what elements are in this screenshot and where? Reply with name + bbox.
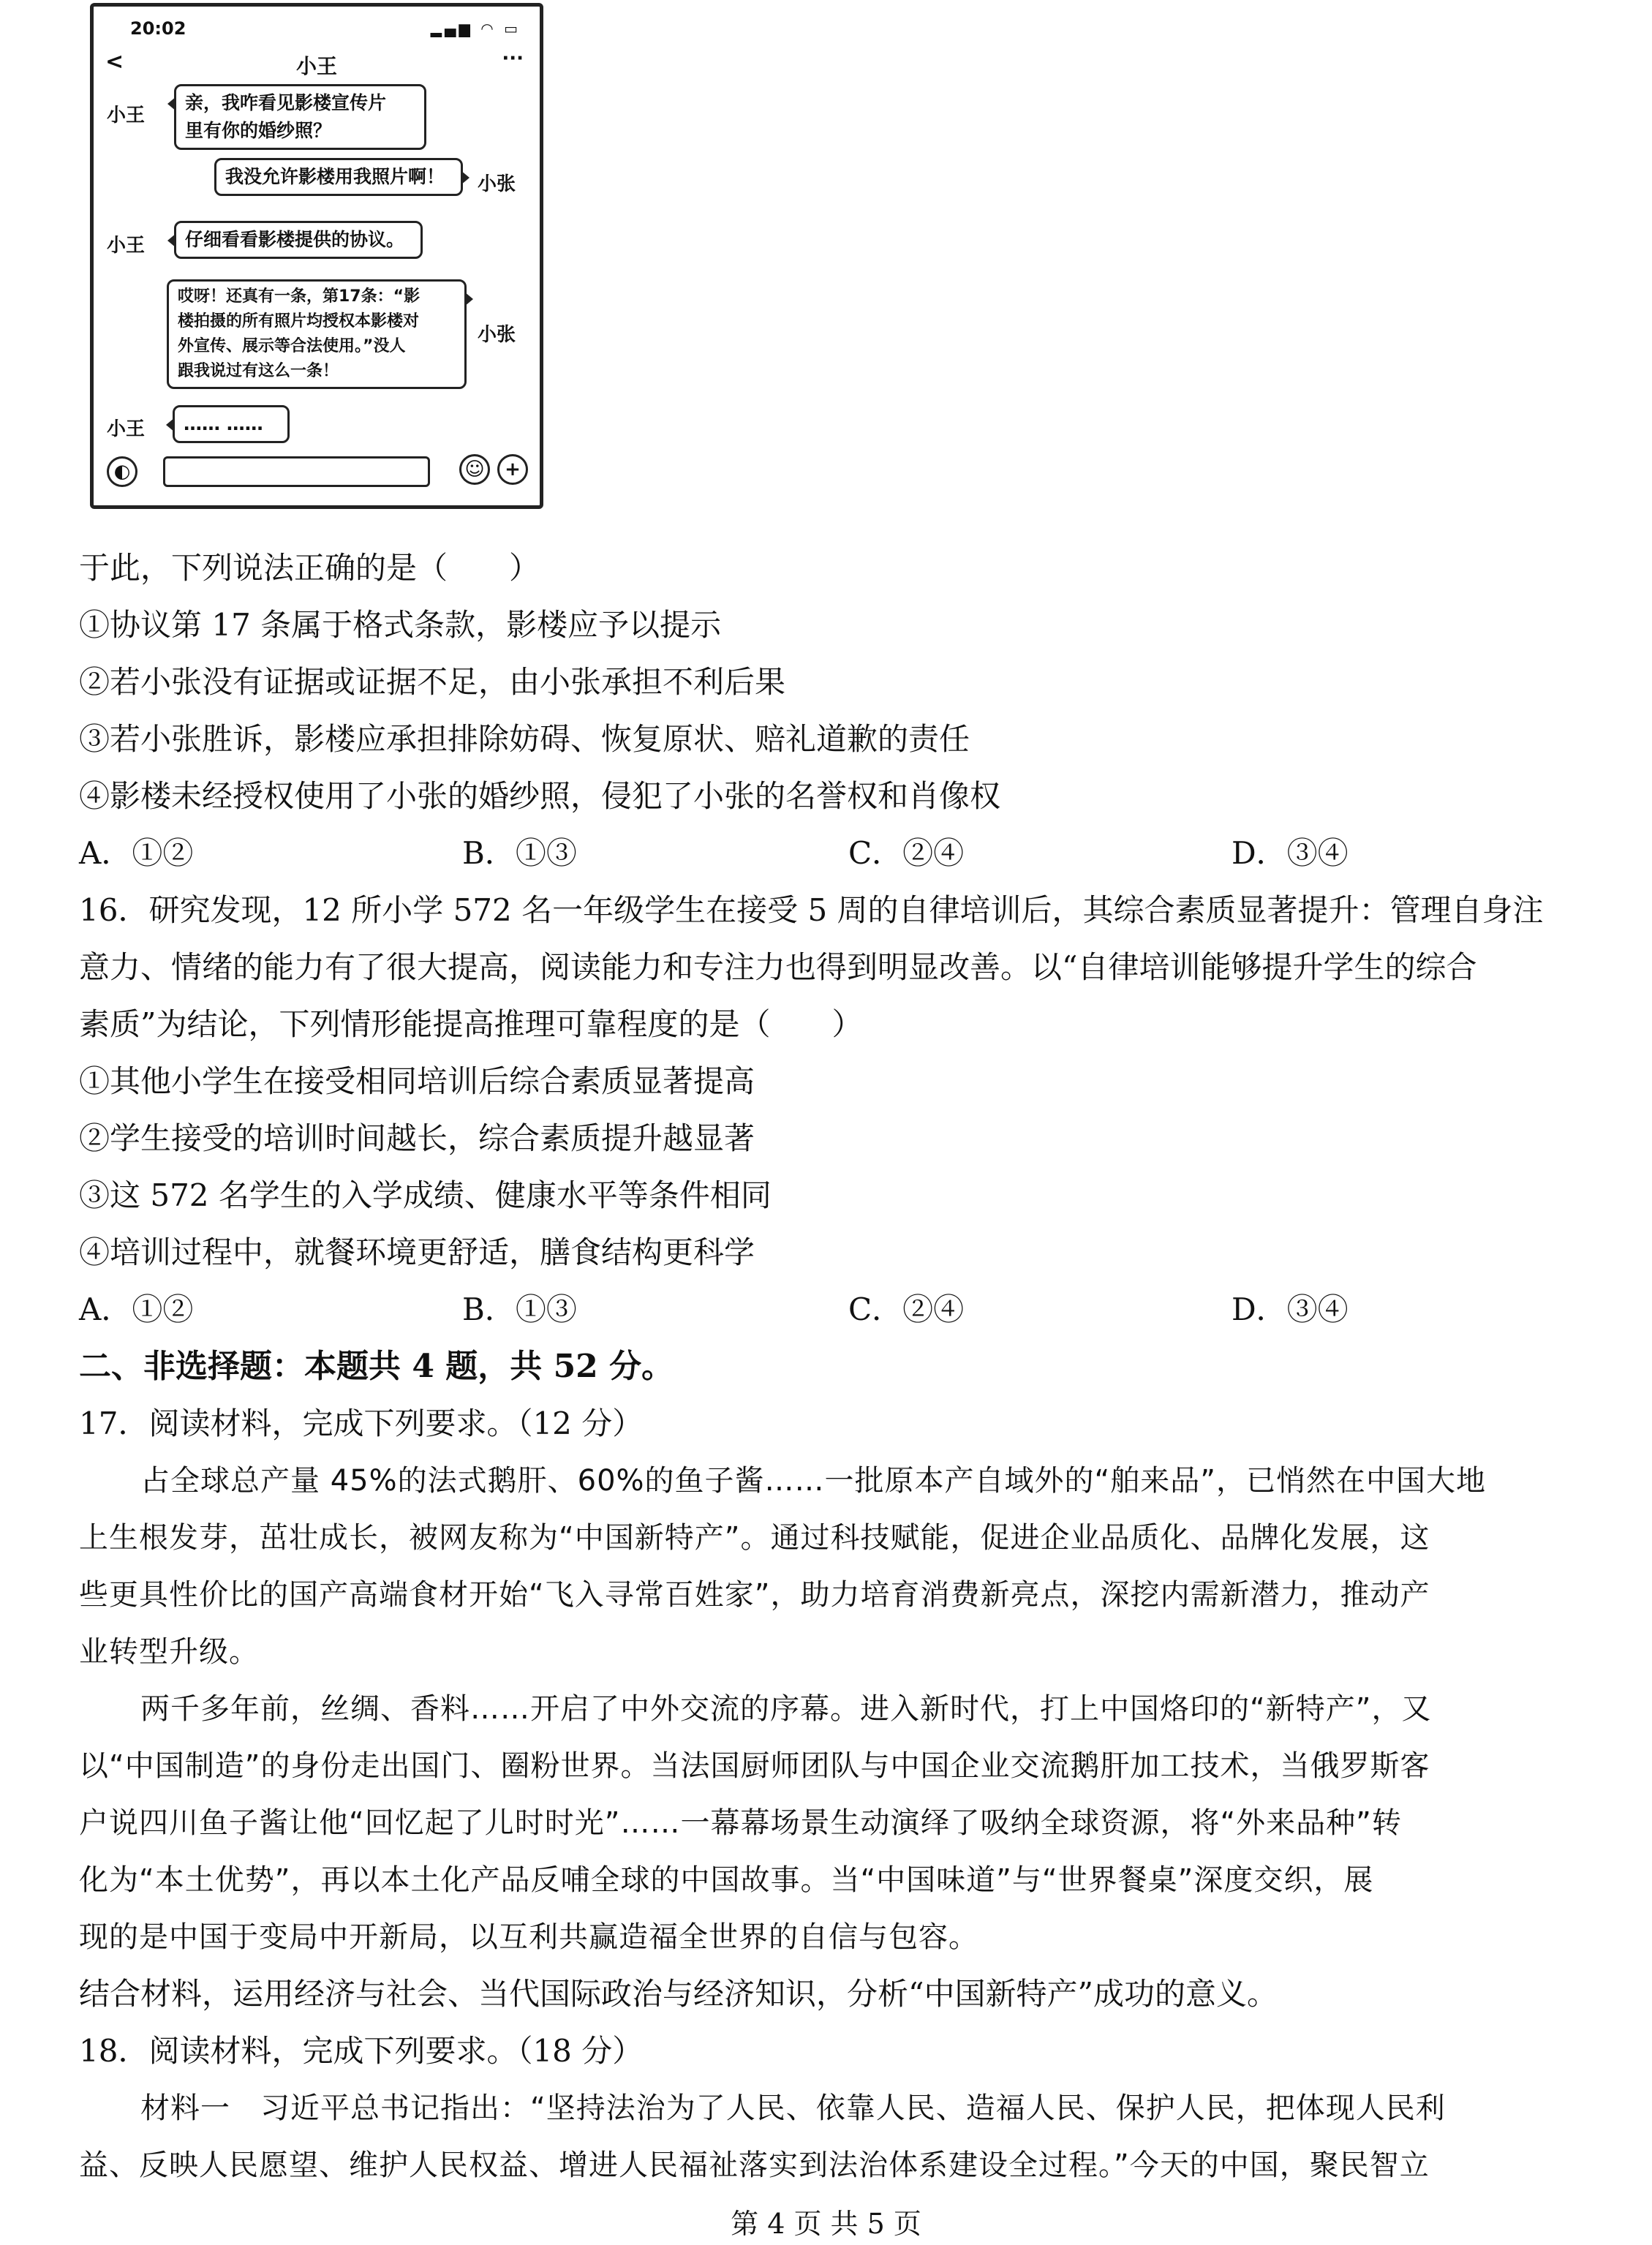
q15-item-1: ①协议第 17 条属于格式条款，影楼应予以提示 xyxy=(79,607,722,643)
chat-bubble: 哎呀！还真有一条，第17条：“影 楼拍摄的所有照片均授权本影楼对 外宣传、展示等合法使用。”没人 跟我说过有这么一条！ xyxy=(167,279,467,389)
q16-stem-line-1: 16．研究发现，12 所小学 572 名一年级学生在接受 5 周的自律培训后，其综合素质显著提升：管理自身注 xyxy=(79,892,1544,928)
q15-option-a: A．①② xyxy=(79,835,194,871)
q16-stem-line-2: 意力、情绪的能力有了很大提高，阅读能力和专注力也得到明显改善。以“自律培训能够提升学生的综合 xyxy=(79,949,1477,985)
q15-option-d: D．③④ xyxy=(1232,835,1349,871)
q17-material-line: 现的是中国于变局中开新局，以互利共赢造福全世界的自信与包容。 xyxy=(79,1920,978,1954)
message-input[interactable] xyxy=(163,456,430,487)
section-heading: 二、非选择题：本题共 4 题，共 52 分。 xyxy=(79,1348,674,1385)
q17-material-line: 两千多年前，丝绸、香料……开启了中外交流的序幕。进入新时代，打上中国烙印的“新特产”，又 xyxy=(140,1692,1432,1726)
q15-item-4: ④影楼未经授权使用了小张的婚纱照，侵犯了小张的名誉权和肖像权 xyxy=(79,778,1001,814)
q16-stem-line-3: 素质”为结论，下列情形能提高推理可靠程度的是（ ） xyxy=(79,1006,863,1042)
q16-item-2: ②学生接受的培训时间越长，综合素质提升越显著 xyxy=(79,1120,755,1156)
q17-header: 17．阅读材料，完成下列要求。（12 分） xyxy=(79,1406,644,1441)
more-icon[interactable]: ··· xyxy=(502,48,524,69)
q18-header: 18．阅读材料，完成下列要求。（18 分） xyxy=(79,2033,644,2069)
q16-option-a: A．①② xyxy=(79,1291,194,1327)
q17-material-line: 户说四川鱼子酱让他“回忆起了儿时时光”……一幕幕场景生动演绎了吸纳全球资源，将“外来品种”转 xyxy=(79,1806,1402,1840)
q17-material-line: 占全球总产量 45%的法式鹅肝、60%的鱼子酱……一批原本产自域外的“舶来品”，已悄然在中国大地 xyxy=(140,1464,1486,1498)
q15-item-2: ②若小张没有证据或证据不足，由小张承担不利后果 xyxy=(79,664,786,700)
speaker-label: 小王 xyxy=(107,418,146,440)
q15-option-c: C．②④ xyxy=(848,835,965,871)
q15-stem: 于此，下列说法正确的是（ ） xyxy=(79,550,540,586)
q17-task: 结合材料，运用经济与社会、当代国际政治与经济知识，分析“中国新特产”成功的意义。 xyxy=(79,1976,1278,2012)
q17-material-line: 业转型升级。 xyxy=(79,1635,259,1669)
q17-material-line: 以“中国制造”的身份走出国门、圈粉世界。当法国厨师团队与中国企业交流鹅肝加工技术，当俄罗斯客 xyxy=(79,1749,1430,1783)
chat-bubble: 亲，我咋看见影楼宣传片 里有你的婚纱照？ xyxy=(174,84,426,150)
q15-option-b: B．①③ xyxy=(462,835,577,871)
status-time: 20:02 xyxy=(130,18,186,39)
chat-bubble: 我没允许影楼用我照片啊！ xyxy=(214,158,463,196)
chat-bubble: …… …… xyxy=(173,405,290,443)
back-icon[interactable]: < xyxy=(105,49,124,75)
q17-material-line: 上生根发芽，茁壮成长，被网友称为“中国新特产”。通过科技赋能，促进企业品质化、品牌化发展，这 xyxy=(79,1521,1430,1555)
plus-icon[interactable]: + xyxy=(497,454,528,485)
signal-wifi-battery-icon: ▂▄▆ ◠ ▭ xyxy=(430,20,521,37)
q18-material-line: 益、反映人民愿望、维护人民权益、增进人民福祉落实到法治体系建设全过程。”今天的中国，聚民智立 xyxy=(79,2148,1430,2182)
q15-item-3: ③若小张胜诉，影楼应承担排除妨碍、恢复原状、赔礼道歉的责任 xyxy=(79,721,970,757)
q16-item-4: ④培训过程中，就餐环境更舒适，膳食结构更科学 xyxy=(79,1234,755,1270)
q16-item-3: ③这 572 名学生的入学成绩、健康水平等条件相同 xyxy=(79,1177,772,1213)
emoji-icon[interactable]: ☺ xyxy=(459,454,490,485)
voice-icon[interactable]: ◐ xyxy=(107,456,137,487)
speaker-label: 小王 xyxy=(107,105,146,127)
q16-option-c: C．②④ xyxy=(848,1291,965,1327)
q17-material-line: 化为“本土优势”，再以本土化产品反哺全球的中国故事。当“中国味道”与“世界餐桌”深度交织，展 xyxy=(79,1863,1374,1897)
chat-title: 小王 xyxy=(295,54,337,78)
q17-material-line: 些更具性价比的国产高端食材开始“飞入寻常百姓家”，助力培育消费新亮点，深挖内需新潜力，推动产 xyxy=(79,1578,1430,1612)
q18-material-line: 材料一 习近平总书记指出：“坚持法治为了人民、依靠人民、造福人民、保护人民，把体现人民利 xyxy=(140,2091,1446,2125)
speaker-label: 小张 xyxy=(478,324,516,346)
q16-item-1: ①其他小学生在接受相同培训后综合素质显著提高 xyxy=(79,1063,755,1099)
speaker-label: 小王 xyxy=(107,235,146,257)
chat-screenshot xyxy=(90,3,543,509)
chat-bubble: 仔细看看影楼提供的协议。 xyxy=(174,221,423,259)
page-footer: 第 4 页 共 5 页 xyxy=(731,2208,921,2240)
q16-option-d: D．③④ xyxy=(1232,1291,1349,1327)
q16-option-b: B．①③ xyxy=(462,1291,577,1327)
speaker-label: 小张 xyxy=(478,173,516,195)
